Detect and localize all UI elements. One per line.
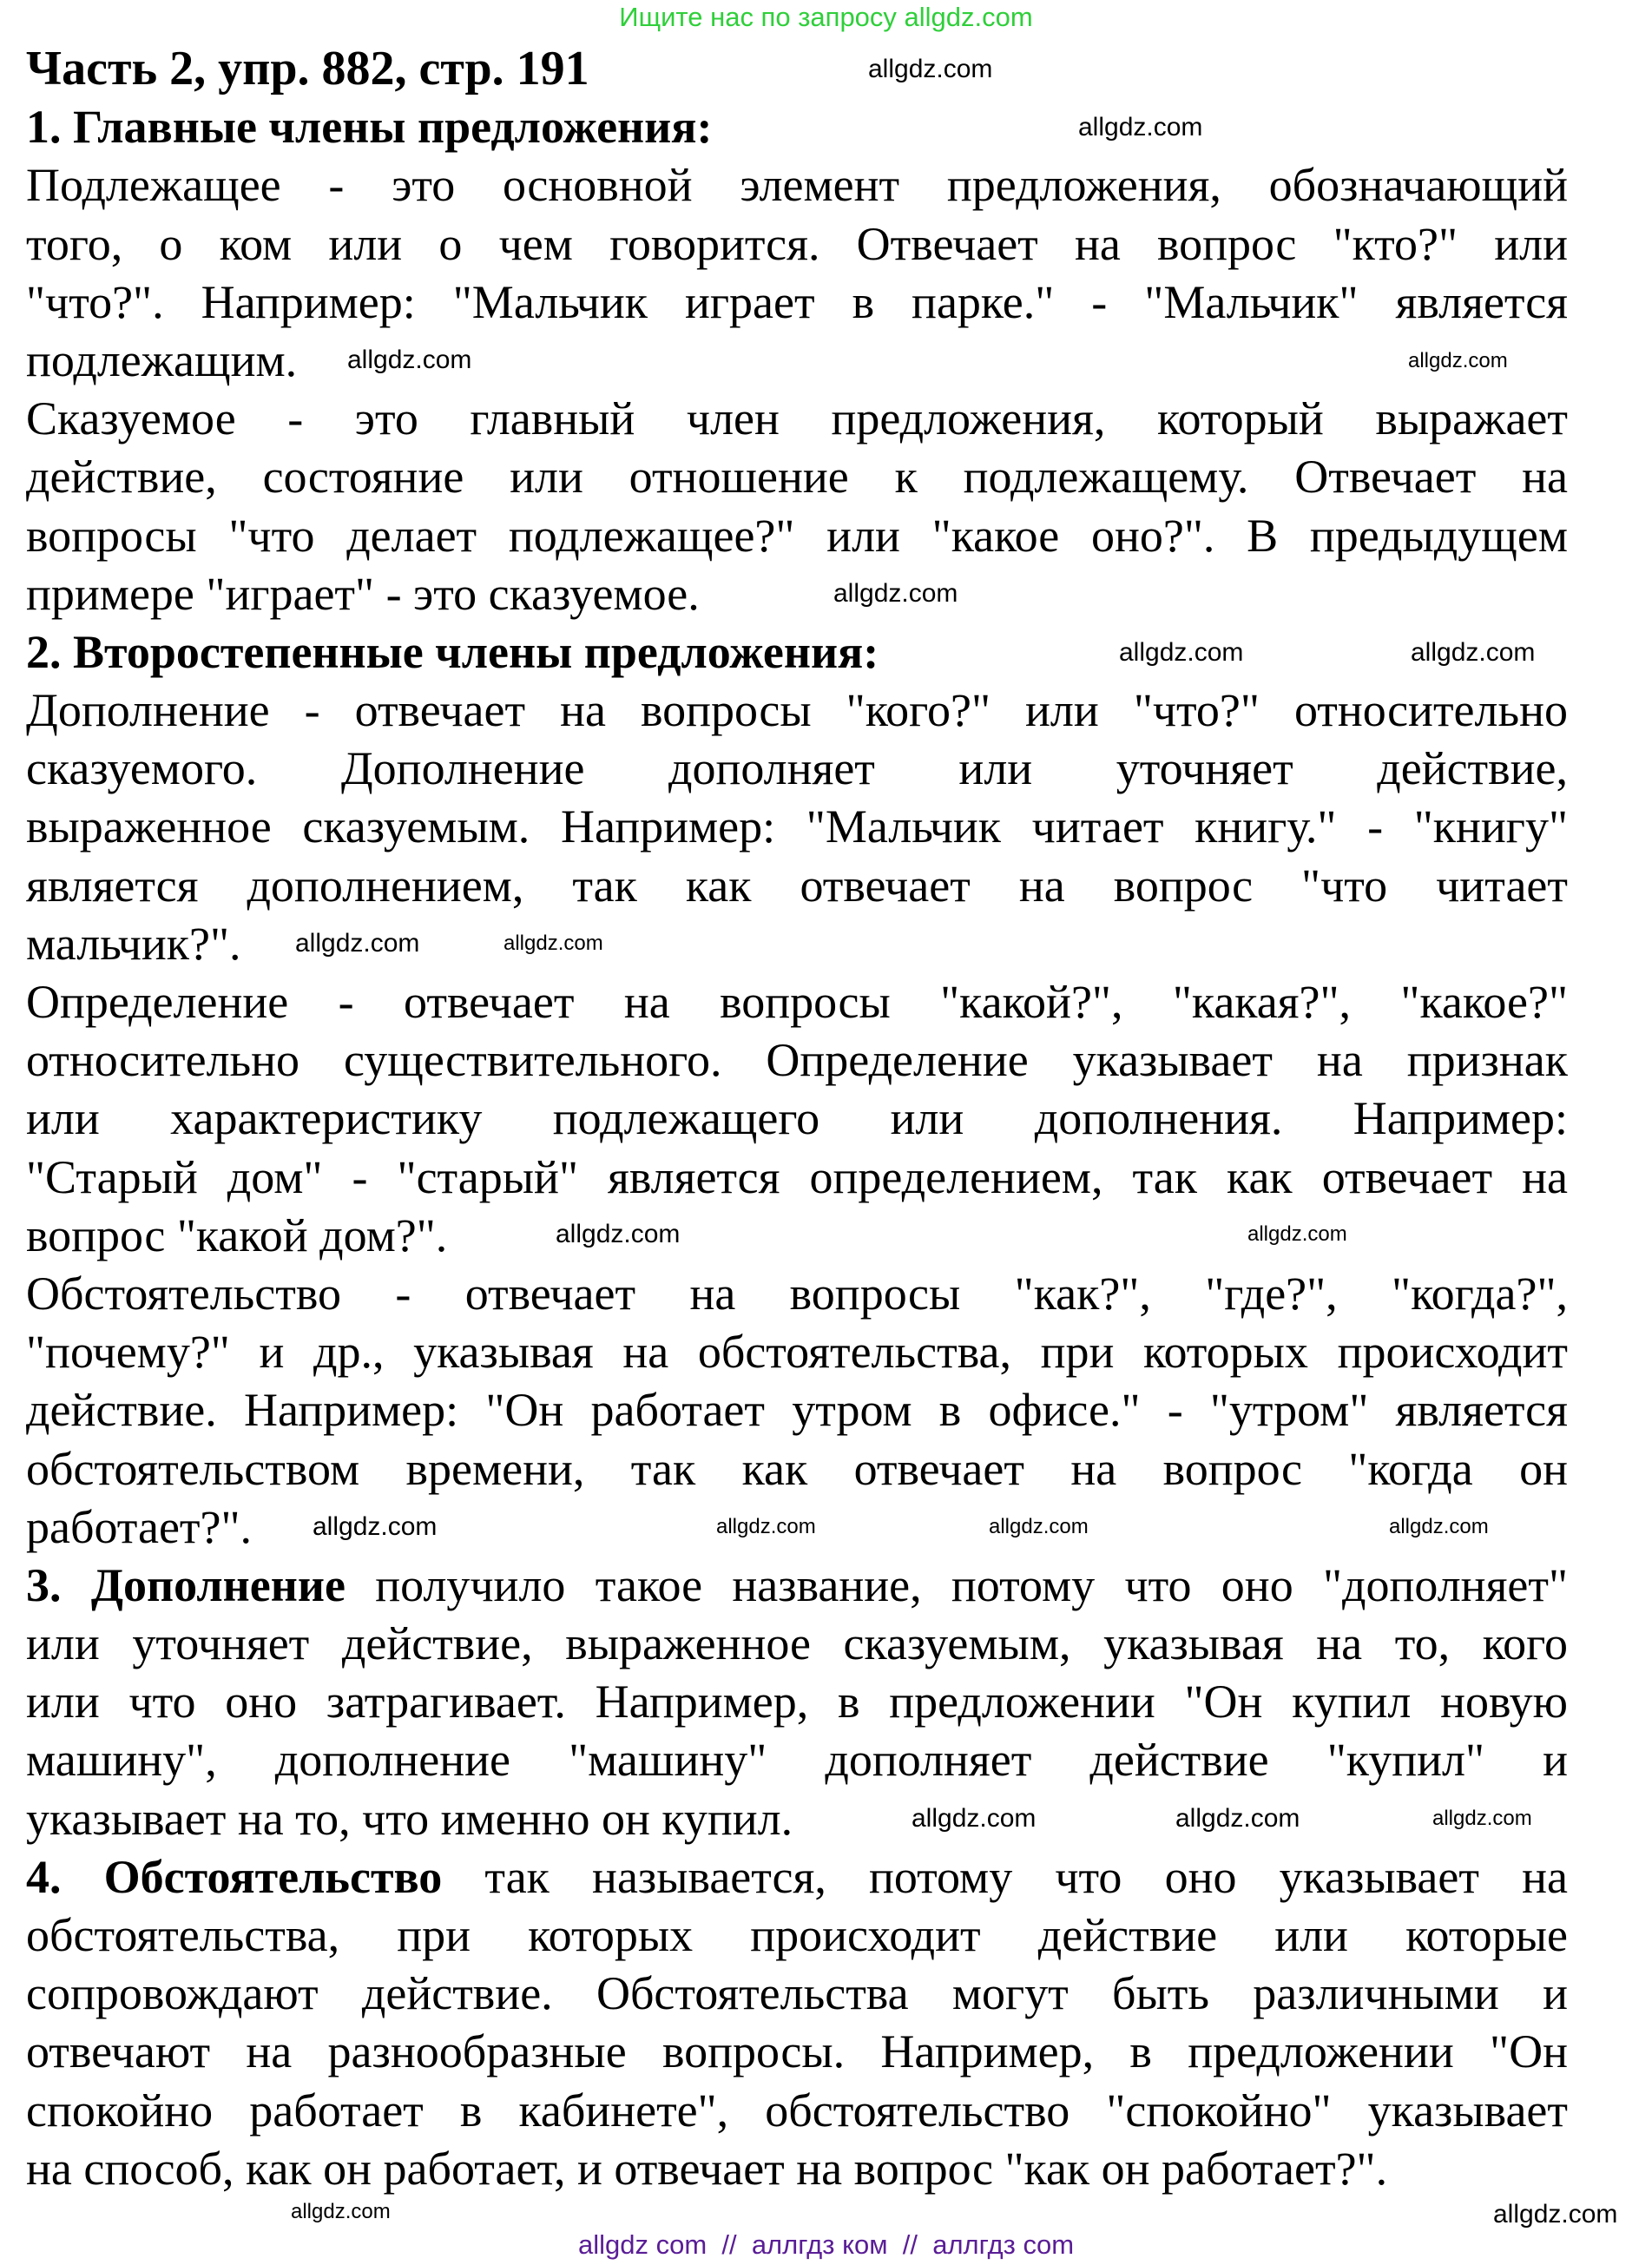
page-title bbox=[26, 40, 1568, 98]
footer-banner: allgdz com // аллгдз ком // аллгдз com bbox=[577, 2229, 1075, 2260]
text-line bbox=[26, 273, 1568, 332]
text-line bbox=[26, 1557, 1568, 1615]
text-line bbox=[26, 1790, 1568, 1848]
line-text: Часть 2, упр. 882, стр. 191 bbox=[26, 42, 589, 95]
text-line bbox=[26, 1031, 1568, 1090]
watermark: allgdz.com bbox=[989, 1515, 1089, 1538]
line-text: обстоятельства, при которых происходит действие или которые bbox=[26, 1909, 1568, 1961]
text-line bbox=[26, 1149, 1568, 1207]
answer-text bbox=[26, 40, 1568, 2198]
text-line bbox=[26, 681, 1568, 740]
line-text: отвечают на разнообразные вопросы. Например, в предложении "Он bbox=[26, 2025, 1568, 2078]
text-line bbox=[26, 740, 1568, 798]
watermark: allgdz.com bbox=[295, 929, 420, 958]
text-line bbox=[26, 2082, 1568, 2140]
text-line bbox=[26, 1848, 1568, 1906]
line-text: спокойно работает в кабинете", обстоятельство "спокойно" указывает bbox=[26, 2084, 1568, 2137]
text-line bbox=[26, 798, 1568, 856]
watermark: allgdz.com bbox=[347, 346, 472, 374]
watermark: allgdz.com bbox=[1493, 2200, 1618, 2229]
line-text: получило такое название, потому что оно "дополняет" bbox=[345, 1558, 1568, 1611]
watermark: allgdz.com bbox=[716, 1515, 816, 1538]
line-text: 1. Главные члены предложения: bbox=[26, 101, 713, 154]
text-line bbox=[26, 1440, 1568, 1498]
watermark: allgdz.com bbox=[833, 579, 958, 608]
text-line bbox=[26, 915, 1568, 973]
watermark: allgdz.com bbox=[912, 1804, 1037, 1833]
term-heading: 4. Обстоятельство bbox=[26, 1850, 443, 1903]
line-text: "Старый дом" - "старый" является определением, так как отвечает на bbox=[26, 1150, 1568, 1203]
header-banner: Ищите нас по запросу allgdz.com bbox=[619, 2, 1033, 32]
watermark: allgdz.com bbox=[1247, 1222, 1347, 1246]
line-text: или характеристику подлежащего или дополнения. Например: bbox=[26, 1092, 1568, 1145]
line-text: вопросы "что делает подлежащее?" или "какое оно?". В предыдущем bbox=[26, 509, 1568, 562]
line-text: указывает на то, что именно он купил. bbox=[26, 1792, 793, 1845]
text-line bbox=[26, 2023, 1568, 2081]
text-line bbox=[26, 1965, 1568, 2023]
text-line bbox=[26, 507, 1568, 565]
watermark: allgdz.com bbox=[1175, 1804, 1300, 1833]
text-line bbox=[26, 215, 1568, 273]
line-text: 2. Второстепенные члены предложения: bbox=[26, 625, 879, 678]
line-text: обстоятельством времени, так как отвечает на вопрос "когда он bbox=[26, 1442, 1568, 1495]
line-text: на способ, как он работает, и отвечает на вопрос "как он работает?". bbox=[26, 2142, 1388, 2195]
line-text: является дополнением, так как отвечает на вопрос "что читает bbox=[26, 859, 1568, 912]
watermark: allgdz.com bbox=[1078, 113, 1203, 142]
text-line bbox=[26, 1265, 1568, 1323]
line-text: вопрос "какой дом?". bbox=[26, 1208, 448, 1261]
watermark: allgdz.com bbox=[868, 55, 993, 83]
section-heading bbox=[26, 623, 1568, 681]
line-text: "почему?" и др., указывая на обстоятельства, при которых происходит bbox=[26, 1326, 1568, 1379]
watermark: allgdz.com bbox=[313, 1512, 438, 1541]
text-line bbox=[26, 156, 1568, 214]
text-line bbox=[26, 1381, 1568, 1439]
text-line bbox=[26, 390, 1568, 448]
line-text: действие. Например: "Он работает утром в офисе." - "утром" является bbox=[26, 1384, 1568, 1437]
text-line bbox=[26, 2140, 1568, 2198]
line-text: Определение - отвечает на вопросы "какой?", "какая?", "какое?" bbox=[26, 976, 1568, 1028]
line-text: сопровождают действие. Обстоятельства могут быть различными и bbox=[26, 1967, 1568, 2020]
line-text: машину", дополнение "машину" дополняет действие "купил" и bbox=[26, 1734, 1568, 1787]
text-line bbox=[26, 857, 1568, 915]
watermark: allgdz.com bbox=[1408, 349, 1508, 372]
section-heading bbox=[26, 98, 1568, 156]
text-line bbox=[26, 1323, 1568, 1381]
text-line bbox=[26, 1731, 1568, 1789]
line-text: подлежащим. bbox=[26, 333, 298, 386]
line-text: того, о ком или о чем говорится. Отвечает на вопрос "кто?" или bbox=[26, 217, 1568, 270]
line-text: выраженное сказуемым. Например: "Мальчик читает книгу." - "книгу" bbox=[26, 800, 1568, 853]
line-text: "что?". Например: "Мальчик играет в парке." - "Мальчик" является bbox=[26, 275, 1568, 328]
line-text: сказуемого. Дополнение дополняет или уточняет действие, bbox=[26, 742, 1568, 795]
line-text: действие, состояние или отношение к подлежащему. Отвечает на bbox=[26, 451, 1568, 504]
text-line bbox=[26, 1090, 1568, 1148]
term-heading: 3. Дополнение bbox=[26, 1558, 346, 1611]
text-line bbox=[26, 448, 1568, 506]
watermark: allgdz.com bbox=[1119, 638, 1244, 667]
text-line bbox=[26, 332, 1568, 390]
line-text: относительно существительного. Определение указывает на признак bbox=[26, 1034, 1568, 1087]
text-line bbox=[26, 973, 1568, 1031]
line-text: Сказуемое - это главный член предложения, который выражает bbox=[26, 392, 1568, 445]
watermark: allgdz.com bbox=[556, 1220, 681, 1248]
text-line bbox=[26, 1906, 1568, 1965]
watermark: allgdz.com bbox=[1389, 1515, 1489, 1538]
line-text: работает?". bbox=[26, 1500, 253, 1553]
line-text: Дополнение - отвечает на вопросы "кого?" или "что?" относительно bbox=[26, 684, 1568, 737]
watermark: allgdz.com bbox=[291, 2200, 391, 2223]
watermark: allgdz.com bbox=[1432, 1807, 1532, 1830]
line-text: Обстоятельство - отвечает на вопросы "как?", "где?", "когда?", bbox=[26, 1267, 1568, 1320]
watermark: allgdz.com bbox=[503, 932, 603, 955]
line-text: примере "играет" - это сказуемое. bbox=[26, 567, 700, 620]
text-line bbox=[26, 1673, 1568, 1731]
line-text: мальчик?". bbox=[26, 917, 241, 970]
line-text: Подлежащее - это основной элемент предложения, обозначающий bbox=[26, 159, 1568, 212]
text-line bbox=[26, 1615, 1568, 1673]
text-line bbox=[26, 565, 1568, 623]
watermark: allgdz.com bbox=[1411, 638, 1536, 667]
line-text: так называется, потому что оно указывает на bbox=[442, 1850, 1568, 1903]
line-text: или что оно затрагивает. Например, в предложении "Он купил новую bbox=[26, 1676, 1568, 1728]
line-text: или уточняет действие, выраженное сказуемым, указывая на то, кого bbox=[26, 1617, 1568, 1670]
